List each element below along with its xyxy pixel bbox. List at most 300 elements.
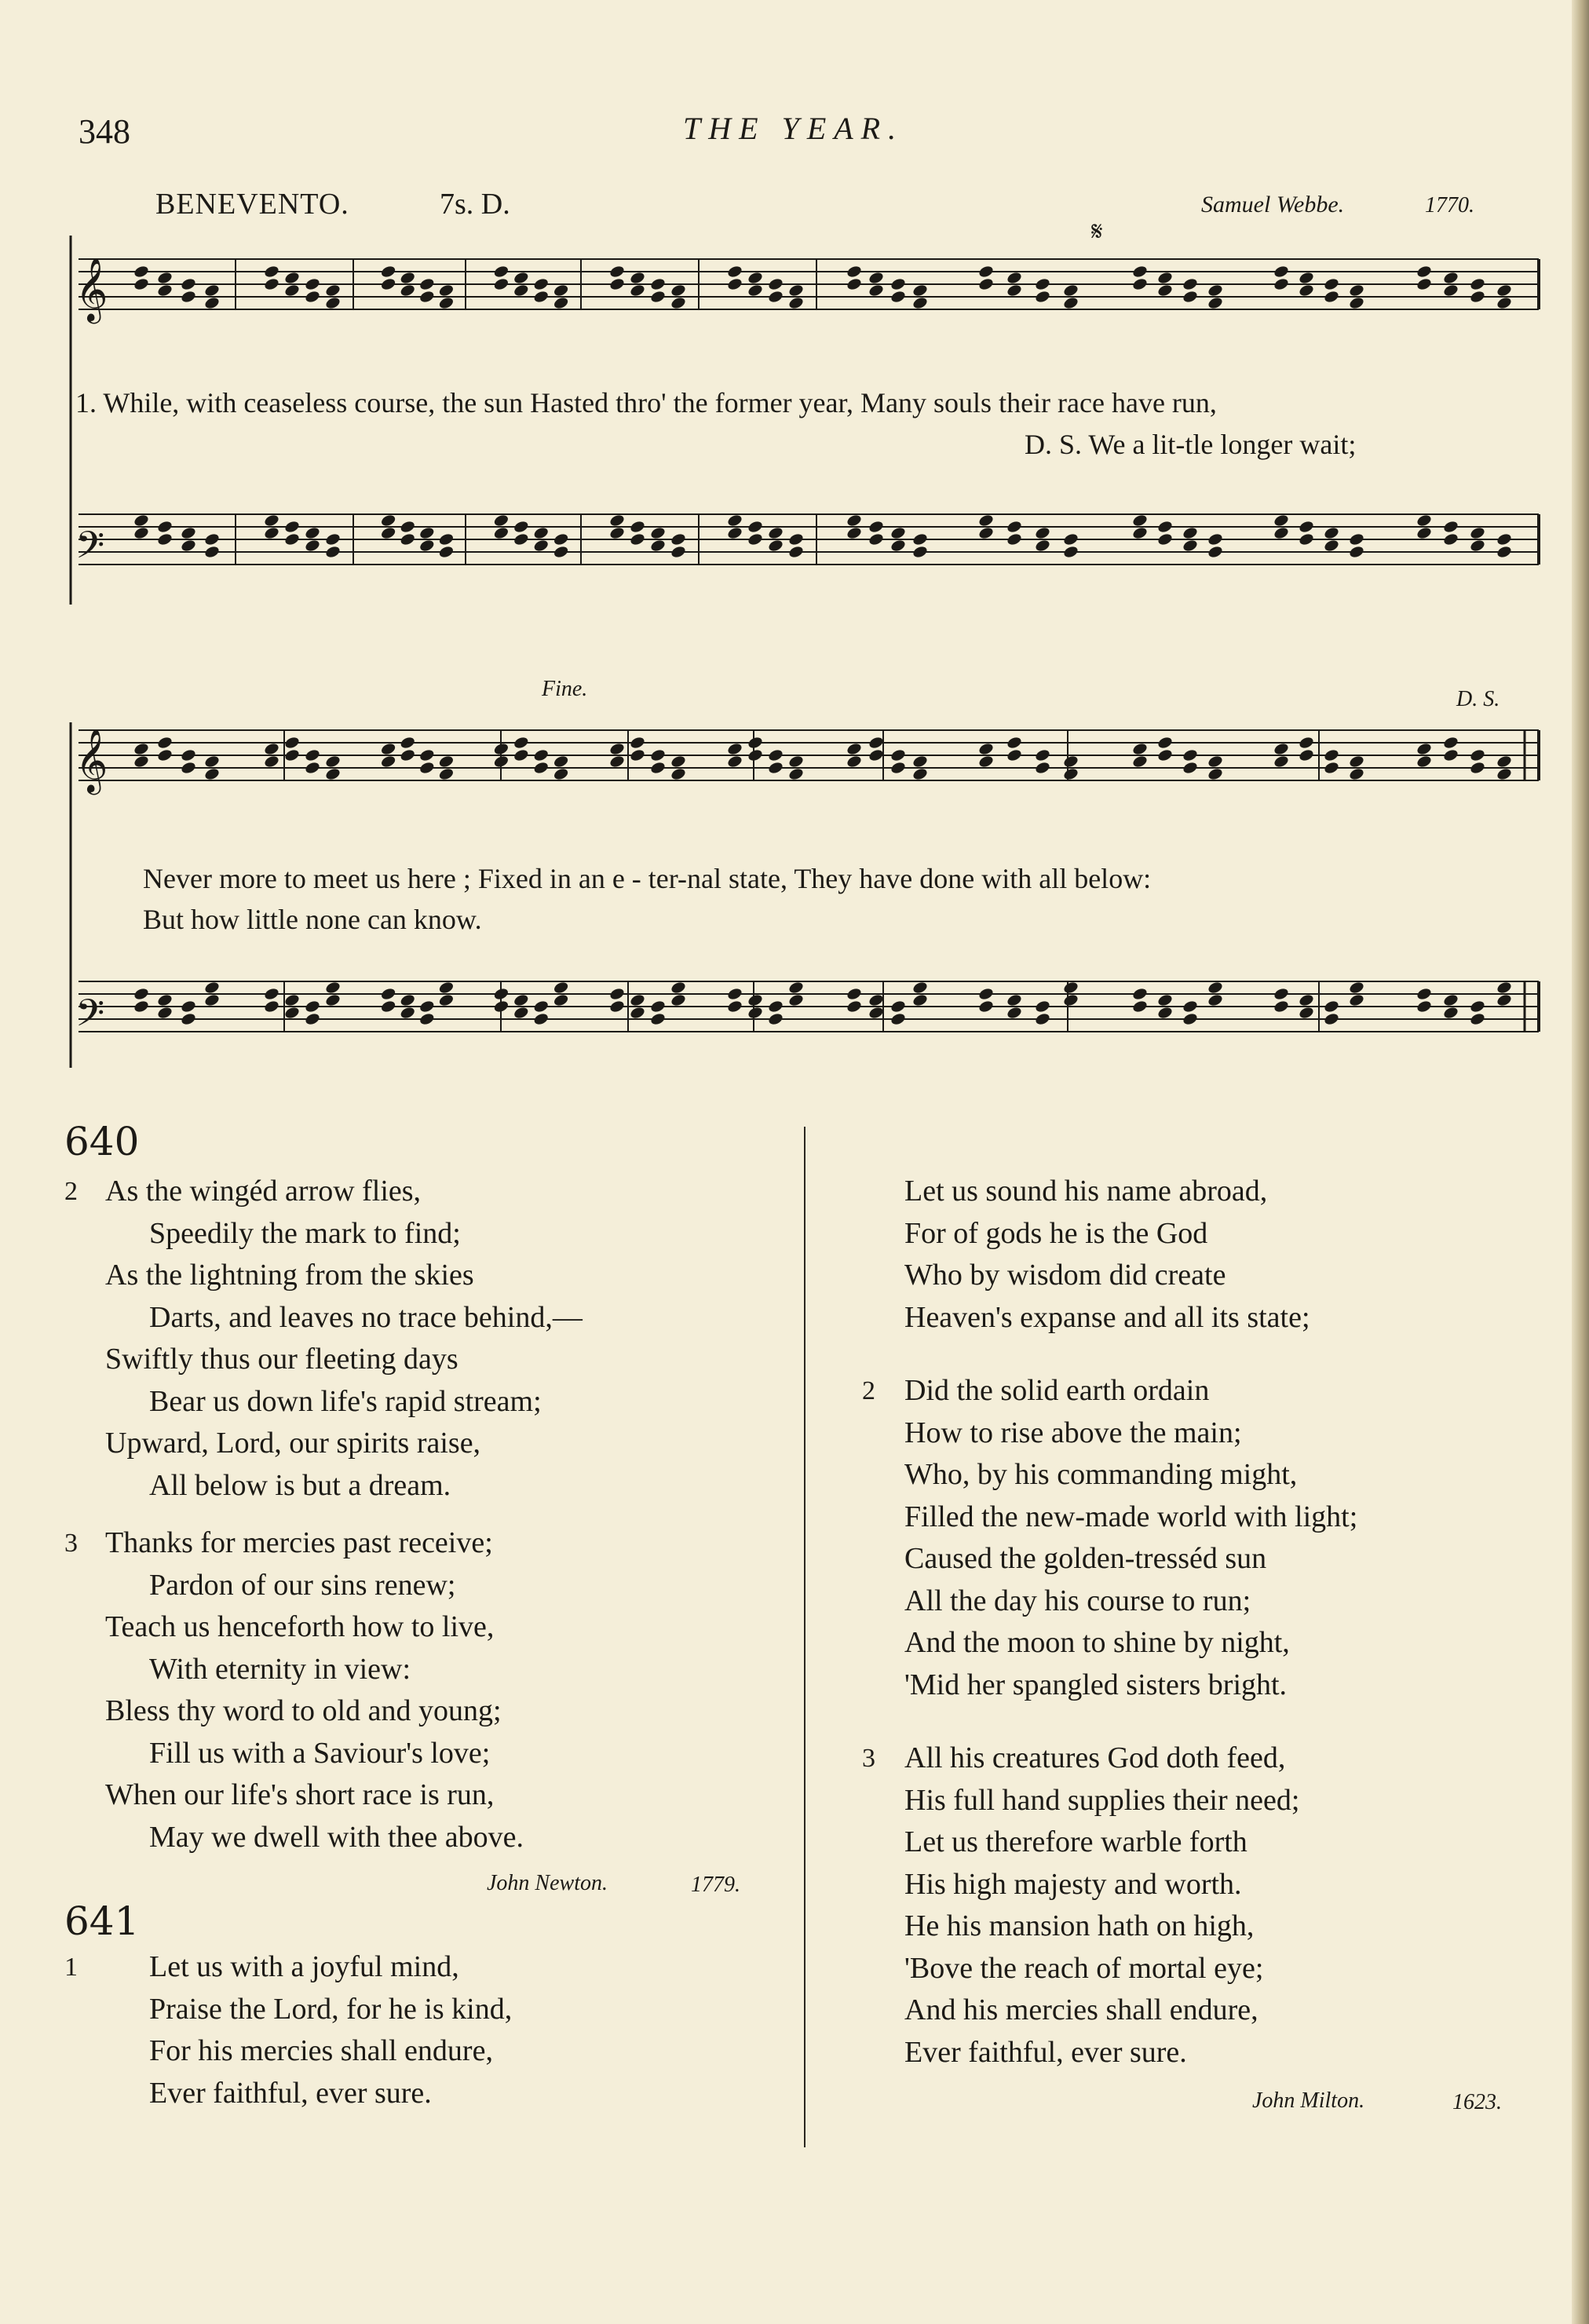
note-head: [767, 748, 784, 762]
note-head: [608, 742, 625, 756]
note-head: [629, 748, 645, 762]
note-head: [533, 526, 550, 540]
note-head: [1415, 987, 1432, 1001]
bass-clef: 𝄢: [75, 991, 105, 1044]
note-head: [629, 520, 645, 534]
note-head: [180, 761, 196, 775]
note-head: [533, 539, 550, 553]
note-head: [1131, 265, 1148, 279]
note-head: [324, 296, 341, 310]
note-head: [1207, 993, 1223, 1007]
note-head: [977, 987, 994, 1001]
note-head: [133, 999, 149, 1014]
note-head: [304, 761, 320, 775]
note-head: [1273, 742, 1289, 756]
note-head: [1207, 981, 1223, 995]
hymn-line: How to rise above the main;: [904, 1416, 1242, 1449]
hymn-line: May we dwell with thee above.: [149, 1820, 524, 1854]
note-head: [400, 736, 416, 750]
note-head: [324, 755, 341, 769]
note-head: [747, 1006, 763, 1020]
note-head: [1469, 526, 1485, 540]
note-head: [1348, 545, 1364, 559]
note-head: [324, 767, 341, 781]
note-head: [1182, 761, 1198, 775]
note-head: [747, 271, 763, 285]
note-head: [889, 761, 906, 775]
note-head: [133, 513, 149, 528]
note-head: [283, 1006, 300, 1020]
hymn-line: All the day his course to run;: [904, 1584, 1251, 1617]
note-head: [1298, 271, 1314, 285]
tune-year: 1770.: [1425, 193, 1474, 217]
hymn-line: Bless thy word to old and young;: [105, 1694, 502, 1727]
note-head: [911, 981, 928, 995]
note-head: [1298, 520, 1314, 534]
note-head: [1182, 526, 1198, 540]
note-head: [1006, 283, 1022, 298]
note-head: [533, 1012, 550, 1026]
note-head: [608, 513, 625, 528]
note-head: [380, 265, 396, 279]
note-head: [629, 1006, 645, 1020]
note-head: [156, 520, 173, 534]
note-head: [608, 277, 625, 291]
note-head: [283, 520, 300, 534]
note-head: [1207, 283, 1223, 298]
hymn-line: All below is but a dream.: [149, 1468, 451, 1502]
lyric-line-1: 1. While, with ceaseless course, the sun Hasted thro' the former year, Many souls their race have run,: [75, 387, 1217, 418]
note-head: [513, 532, 529, 546]
hymn-number-641: 641: [64, 1898, 140, 1944]
note-head: [889, 539, 906, 553]
note-head: [513, 993, 529, 1007]
note-head: [608, 999, 625, 1014]
note-head: [787, 283, 804, 298]
note-head: [1006, 271, 1022, 285]
note-head: [846, 755, 862, 769]
note-head: [493, 265, 510, 279]
note-head: [767, 277, 784, 291]
note-head: [553, 993, 569, 1007]
note-head: [1006, 520, 1022, 534]
note-head: [1442, 748, 1459, 762]
hymn-line: Let us therefore warble forth: [904, 1825, 1247, 1858]
note-head: [203, 545, 220, 559]
note-head: [1156, 283, 1173, 298]
note-head: [304, 748, 320, 762]
note-head: [1273, 513, 1289, 528]
note-head: [1062, 296, 1079, 310]
note-head: [180, 999, 196, 1014]
note-head: [1062, 767, 1079, 781]
note-head: [1298, 532, 1314, 546]
note-head: [670, 545, 686, 559]
note-head: [263, 277, 279, 291]
note-head: [726, 526, 743, 540]
treble-clef: 𝄞: [75, 257, 108, 321]
note-head: [1298, 1006, 1314, 1020]
note-head: [203, 283, 220, 298]
hymn-line: Teach us henceforth how to live,: [105, 1610, 495, 1643]
note-head: [1496, 296, 1512, 310]
note-head: [889, 526, 906, 540]
note-head: [649, 748, 666, 762]
note-head: [380, 526, 396, 540]
hymn-line: As the wingéd arrow flies,: [105, 1175, 422, 1208]
note-head: [380, 513, 396, 528]
note-head: [1469, 999, 1485, 1014]
note-head: [180, 1012, 196, 1026]
note-head: [787, 296, 804, 310]
note-head: [787, 532, 804, 546]
note-head: [203, 296, 220, 310]
note-head: [1298, 748, 1314, 762]
note-head: [553, 532, 569, 546]
note-head: [304, 1012, 320, 1026]
note-head: [1348, 767, 1364, 781]
note-head: [1323, 999, 1339, 1014]
note-head: [629, 283, 645, 298]
note-head: [156, 736, 173, 750]
note-head: [649, 761, 666, 775]
note-head: [133, 742, 149, 756]
hymn-line: As the lightning from the skies: [105, 1259, 474, 1292]
note-head: [889, 290, 906, 304]
note-head: [133, 987, 149, 1001]
note-head: [553, 545, 569, 559]
note-head: [1415, 999, 1432, 1014]
note-head: [380, 742, 396, 756]
note-head: [1348, 296, 1364, 310]
note-head: [846, 987, 862, 1001]
note-head: [767, 1012, 784, 1026]
hymn-number-640: 640: [64, 1119, 140, 1164]
note-head: [670, 993, 686, 1007]
note-head: [156, 993, 173, 1007]
note-head: [380, 755, 396, 769]
note-head: [1034, 539, 1050, 553]
note-head: [1182, 290, 1198, 304]
note-head: [263, 987, 279, 1001]
note-head: [156, 748, 173, 762]
note-head: [846, 526, 862, 540]
note-head: [493, 277, 510, 291]
note-head: [513, 736, 529, 750]
note-head: [649, 290, 666, 304]
note-head: [1006, 1006, 1022, 1020]
note-head: [1469, 539, 1485, 553]
tune-name: BENEVENTO.: [155, 188, 349, 221]
note-head: [1469, 761, 1485, 775]
note-head: [1034, 526, 1050, 540]
note-head: [324, 981, 341, 995]
note-head: [380, 999, 396, 1014]
hymn-line: Who, by his commanding might,: [904, 1458, 1298, 1491]
note-head: [1415, 265, 1432, 279]
note-head: [1323, 526, 1339, 540]
note-head: [1348, 755, 1364, 769]
note-head: [889, 277, 906, 291]
note-head: [1323, 1012, 1339, 1026]
note-head: [787, 981, 804, 995]
note-head: [1298, 993, 1314, 1007]
note-head: [133, 755, 149, 769]
note-head: [1034, 1012, 1050, 1026]
note-head: [649, 999, 666, 1014]
note-head: [846, 742, 862, 756]
note-head: [553, 296, 569, 310]
note-head: [747, 520, 763, 534]
note-head: [911, 767, 928, 781]
note-head: [889, 1012, 906, 1026]
note-head: [1469, 748, 1485, 762]
note-head: [767, 999, 784, 1014]
note-head: [438, 532, 455, 546]
note-head: [977, 265, 994, 279]
note-head: [1496, 993, 1512, 1007]
hymn-line: Heaven's expanse and all its state;: [904, 1300, 1310, 1334]
note-head: [911, 993, 928, 1007]
note-head: [1415, 742, 1432, 756]
note-head: [1273, 755, 1289, 769]
note-head: [1034, 748, 1050, 762]
note-head: [868, 283, 884, 298]
note-head: [263, 742, 279, 756]
note-head: [304, 277, 320, 291]
note-head: [649, 1012, 666, 1026]
tune-meter: 7s. D.: [440, 188, 510, 221]
note-head: [1131, 987, 1148, 1001]
note-head: [1348, 283, 1364, 298]
note-head: [263, 265, 279, 279]
note-head: [767, 761, 784, 775]
note-head: [533, 277, 550, 291]
note-head: [726, 513, 743, 528]
note-head: [324, 283, 341, 298]
note-head: [1496, 283, 1512, 298]
note-head: [1415, 755, 1432, 769]
hymn-line: Bear us down life's rapid stream;: [149, 1384, 542, 1418]
note-head: [767, 539, 784, 553]
note-head: [1298, 283, 1314, 298]
note-head: [438, 755, 455, 769]
hymn-line: And his mercies shall endure,: [904, 1993, 1258, 2026]
bass-clef: 𝄢: [75, 523, 105, 576]
note-head: [1348, 993, 1364, 1007]
lyric-line-4: But how little none can know.: [143, 904, 482, 935]
note-head: [1273, 987, 1289, 1001]
segno-mark: 𝄋: [1091, 216, 1103, 247]
note-head: [203, 532, 220, 546]
note-head: [868, 993, 884, 1007]
note-head: [670, 767, 686, 781]
note-head: [670, 755, 686, 769]
note-head: [670, 532, 686, 546]
note-head: [418, 999, 435, 1014]
note-head: [263, 513, 279, 528]
note-head: [1131, 526, 1148, 540]
note-head: [513, 283, 529, 298]
note-head: [263, 526, 279, 540]
hymn-641-author: John Milton.: [1252, 2088, 1365, 2113]
hymn-line: Caused the golden-tresséd sun: [904, 1542, 1267, 1575]
hymn-line: Filled the new-made world with light;: [904, 1500, 1358, 1533]
note-head: [203, 755, 220, 769]
note-head: [513, 520, 529, 534]
note-head: [1062, 532, 1079, 546]
hymn-line: Who by wisdom did create: [904, 1259, 1226, 1292]
note-head: [1182, 999, 1198, 1014]
note-head: [418, 1012, 435, 1026]
note-head: [438, 296, 455, 310]
note-head: [1415, 526, 1432, 540]
note-head: [911, 283, 928, 298]
note-head: [787, 545, 804, 559]
hymn-line: His high majesty and worth.: [904, 1867, 1242, 1901]
note-head: [1156, 748, 1173, 762]
hymn-line: Fill us with a Saviour's love;: [149, 1736, 491, 1770]
note-head: [1131, 999, 1148, 1014]
running-head: THE YEAR.: [683, 111, 904, 146]
note-head: [629, 736, 645, 750]
note-head: [1034, 761, 1050, 775]
note-head: [1323, 277, 1339, 291]
note-head: [380, 277, 396, 291]
note-head: [1442, 736, 1459, 750]
note-head: [418, 761, 435, 775]
note-head: [1442, 271, 1459, 285]
hymn-line: Praise the Lord, for he is kind,: [149, 1992, 513, 2026]
note-head: [911, 296, 928, 310]
note-head: [1323, 290, 1339, 304]
note-head: [513, 1006, 529, 1020]
note-head: [1156, 736, 1173, 750]
note-head: [787, 755, 804, 769]
note-head: [553, 755, 569, 769]
note-head: [400, 283, 416, 298]
note-head: [1442, 1006, 1459, 1020]
hymn-line: Thanks for mercies past receive;: [105, 1526, 493, 1559]
note-head: [1469, 1012, 1485, 1026]
note-head: [1415, 513, 1432, 528]
hymn-640-year: 1779.: [691, 1873, 740, 1897]
note-head: [400, 1006, 416, 1020]
note-head: [629, 271, 645, 285]
note-head: [156, 532, 173, 546]
note-head: [868, 271, 884, 285]
note-head: [977, 999, 994, 1014]
tune-composer: Samuel Webbe.: [1201, 192, 1345, 217]
note-head: [418, 277, 435, 291]
note-head: [418, 748, 435, 762]
note-head: [889, 999, 906, 1014]
note-head: [747, 283, 763, 298]
note-head: [1062, 545, 1079, 559]
note-head: [203, 993, 220, 1007]
note-head: [767, 526, 784, 540]
note-head: [1273, 526, 1289, 540]
note-head: [513, 748, 529, 762]
hymn-line: Ever faithful, ever sure.: [149, 2076, 432, 2110]
note-head: [493, 526, 510, 540]
note-head: [1131, 755, 1148, 769]
note-head: [747, 736, 763, 750]
note-head: [180, 748, 196, 762]
note-head: [846, 999, 862, 1014]
note-head: [1207, 767, 1223, 781]
note-head: [438, 545, 455, 559]
note-head: [846, 277, 862, 291]
note-head: [889, 748, 906, 762]
note-head: [438, 283, 455, 298]
note-head: [1006, 532, 1022, 546]
note-head: [1034, 999, 1050, 1014]
hymn-line: For of gods he is the God: [904, 1216, 1208, 1250]
note-head: [283, 736, 300, 750]
stanza-number: 3: [862, 1744, 875, 1773]
note-head: [418, 526, 435, 540]
note-head: [1207, 296, 1223, 310]
note-head: [1469, 277, 1485, 291]
note-head: [1062, 993, 1079, 1007]
note-head: [1156, 1006, 1173, 1020]
note-head: [156, 271, 173, 285]
note-head: [670, 296, 686, 310]
hymn-line: Let us sound his name abroad,: [904, 1175, 1268, 1208]
note-head: [553, 767, 569, 781]
note-head: [180, 539, 196, 553]
note-head: [1348, 532, 1364, 546]
note-head: [1442, 283, 1459, 298]
stanza-number: 3: [64, 1529, 78, 1558]
note-head: [553, 283, 569, 298]
note-head: [868, 532, 884, 546]
note-head: [1273, 999, 1289, 1014]
note-head: [747, 532, 763, 546]
note-head: [283, 271, 300, 285]
note-head: [629, 993, 645, 1007]
hymn-line: Darts, and leaves no trace behind,—: [149, 1300, 583, 1334]
note-head: [670, 283, 686, 298]
note-head: [283, 748, 300, 762]
lyric-line-3: Never more to meet us here ; Fixed in an e - ter-nal state, They have done with all below:: [143, 863, 1152, 894]
note-head: [380, 987, 396, 1001]
hymn-line: Let us with a joyful mind,: [149, 1950, 459, 1983]
note-head: [180, 290, 196, 304]
note-head: [1006, 748, 1022, 762]
note-head: [1323, 748, 1339, 762]
note-head: [533, 761, 550, 775]
note-head: [868, 1006, 884, 1020]
note-head: [1006, 736, 1022, 750]
note-head: [1273, 277, 1289, 291]
note-head: [608, 265, 625, 279]
note-head: [156, 1006, 173, 1020]
hymn-line: Swiftly thus our fleeting days: [105, 1343, 458, 1376]
note-head: [283, 283, 300, 298]
note-head: [324, 993, 341, 1007]
note-head: [1348, 981, 1364, 995]
note-head: [1156, 993, 1173, 1007]
note-head: [977, 755, 994, 769]
note-head: [304, 999, 320, 1014]
note-head: [513, 271, 529, 285]
hymn-line: His full hand supplies their need;: [904, 1783, 1300, 1817]
lyric-line-ds: D. S. We a lit-tle longer wait;: [1025, 429, 1357, 460]
note-head: [1131, 277, 1148, 291]
note-head: [1442, 520, 1459, 534]
